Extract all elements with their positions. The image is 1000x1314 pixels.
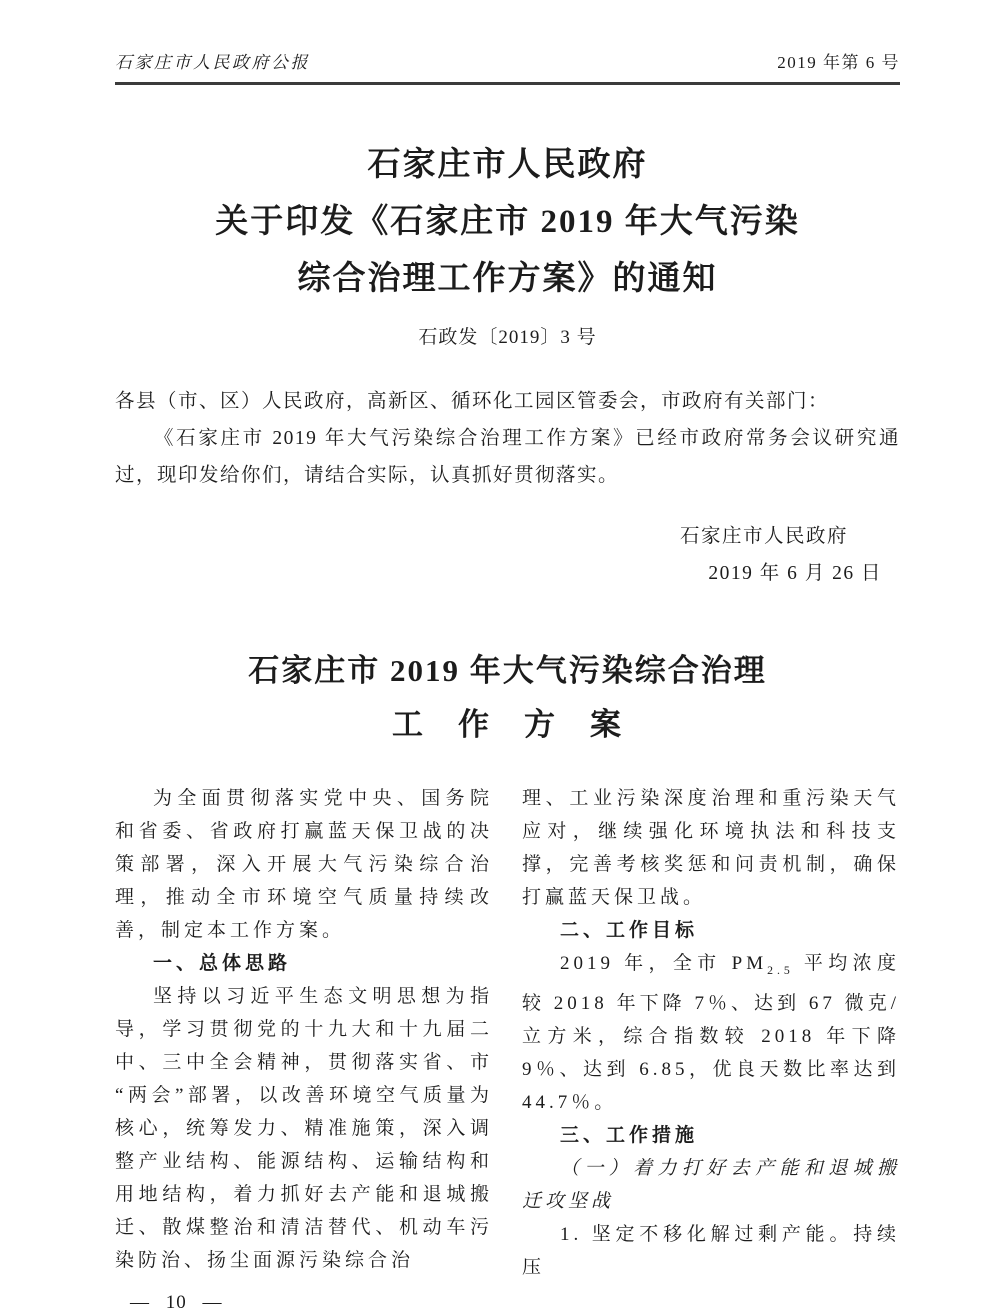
- section-heading: 二、工作目标: [560, 920, 699, 941]
- notice-title: [115, 137, 900, 308]
- plan-title-line-2: 工 作 方 案: [392, 707, 623, 742]
- plan-paragraph: 为全面贯彻落实党中央、国务院和省委、省政府打赢蓝天保卫战的决策部署，深入开展大气污染综合治理，推动全市环境空气质量持续改善，制定本工作方案。: [115, 788, 493, 941]
- signature-block: [115, 518, 900, 592]
- plan-paragraph: 1. 坚定不移化解过剩产能。持续压: [522, 1223, 900, 1278]
- subsection-heading: （一）着力打好去产能和退城搬迁攻坚战: [522, 1157, 900, 1212]
- notice-title-line-2: 关于印发《石家庄市 2019 年大气污染: [215, 204, 800, 240]
- plan-paragraph: 2019 年，全市 $PM_{2.5}$ 平均浓度较 2018 年下降 7％、达到 67 微克/立方米，综合指数较 2018 年下降 9％、达到 6.85，优良天数比率达到 44.7％。: [522, 953, 900, 1113]
- notice-body-paragraph: 《石家庄市 2019 年大气污染综合治理工作方案》已经市政府常务会议研究通过，现印发给你们，请结合实际，认真抓好贯彻落实。: [115, 428, 900, 486]
- plan-paragraph: 坚持以习近平生态文明思想为指导，学习贯彻党的十九大和十九届二中、三中全会精神，贯彻落实省、市“两会”部署，以改善环境空气质量为核心，统筹发力、精准施策，深入调整产业结构、能源结构、运输结构和用地结构，着力抓好去产能和退城搬迁、散煤整治和清洁替代、机动车污染防治、扬尘面源污染综合治: [115, 986, 493, 1271]
- plan-body-columns: [115, 782, 900, 1284]
- document-number: 石政发〔2019〕3 号: [418, 327, 597, 348]
- signer-name: 石家庄市人民政府: [679, 526, 848, 547]
- notice-title-line-3: 综合治理工作方案》的通知: [297, 261, 718, 297]
- plan-column-right: [522, 782, 900, 1284]
- page-header: [115, 48, 900, 85]
- salutation: 各县（市、区）人民政府，高新区、循环化工园区管委会，市政府有关部门：: [115, 391, 830, 412]
- page-number: — 10 —: [130, 1291, 223, 1313]
- plan-paragraph-continued: 理、工业污染深度治理和重污染天气应对，继续强化环境执法和科技支撑，完善考核奖惩和问责机制，确保打赢蓝天保卫战。: [522, 788, 900, 908]
- section-heading: 一、总体思路: [153, 953, 292, 974]
- gazette-name: 石家庄市人民政府公报: [115, 53, 310, 72]
- section-heading: 三、工作措施: [560, 1124, 699, 1146]
- issue-number: 2019 年第 6 号: [777, 53, 900, 72]
- plan-title-line-1: 石家庄市 2019 年大气污染综合治理: [248, 653, 767, 688]
- notice-title-line-1: 石家庄市人民政府: [367, 147, 648, 183]
- signature-date: 2019 年 6 月 26 日: [708, 563, 882, 584]
- plan-title: [115, 644, 900, 752]
- plan-column-left: [115, 782, 493, 1284]
